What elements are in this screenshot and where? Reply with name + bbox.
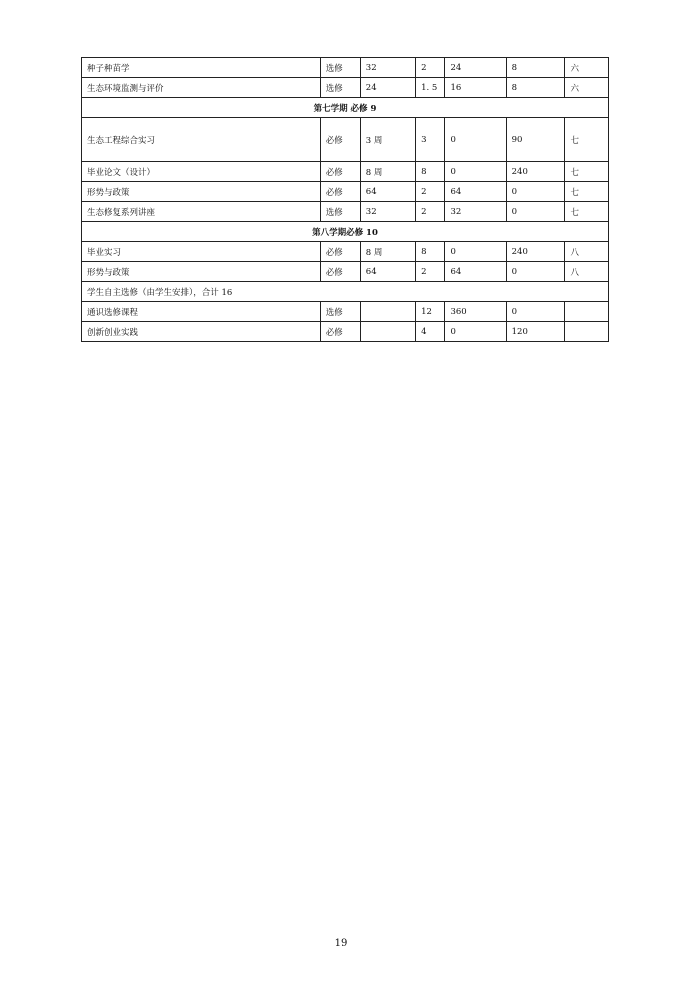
course-type: 必修 bbox=[320, 182, 360, 202]
course-theory-hours: 0 bbox=[445, 118, 506, 162]
course-term: 七 bbox=[565, 118, 609, 162]
course-type: 选修 bbox=[320, 58, 360, 78]
elective-header-row bbox=[82, 282, 609, 302]
table-row bbox=[82, 162, 609, 182]
course-name: 创新创业实践 bbox=[82, 322, 321, 342]
course-theory-hours: 24 bbox=[445, 58, 506, 78]
table-row bbox=[82, 242, 609, 262]
page-number: 19 bbox=[334, 938, 348, 949]
course-name: 生态环境监测与评价 bbox=[82, 78, 321, 98]
semester-7-title: 第七学期 必修 9 bbox=[82, 98, 609, 118]
course-practice-hours: 0 bbox=[506, 302, 565, 322]
table-row bbox=[82, 302, 609, 322]
course-credit: 4 bbox=[416, 322, 445, 342]
course-hours: 8 周 bbox=[360, 242, 415, 262]
table-row bbox=[82, 262, 609, 282]
course-name: 生态工程综合实习 bbox=[82, 118, 321, 162]
course-type: 必修 bbox=[320, 242, 360, 262]
course-type: 必修 bbox=[320, 262, 360, 282]
table-row bbox=[82, 78, 609, 98]
table-row bbox=[82, 182, 609, 202]
course-theory-hours: 64 bbox=[445, 262, 506, 282]
semester-header-row bbox=[82, 222, 609, 242]
course-type: 选修 bbox=[320, 302, 360, 322]
course-credit: 8 bbox=[416, 242, 445, 262]
course-practice-hours: 90 bbox=[506, 118, 565, 162]
course-name: 形势与政策 bbox=[82, 262, 321, 282]
course-practice-hours: 8 bbox=[506, 58, 565, 78]
course-practice-hours: 0 bbox=[506, 182, 565, 202]
course-theory-hours: 16 bbox=[445, 78, 506, 98]
course-term: 七 bbox=[565, 202, 609, 222]
course-type: 必修 bbox=[320, 118, 360, 162]
course-name: 毕业论文（设计） bbox=[82, 162, 321, 182]
course-credit: 1. 5 bbox=[416, 78, 445, 98]
course-name: 生态修复系列讲座 bbox=[82, 202, 321, 222]
course-name: 毕业实习 bbox=[82, 242, 321, 262]
elective-title: 学生自主选修（由学生安排），合计 16 bbox=[82, 282, 609, 302]
course-theory-hours: 0 bbox=[445, 162, 506, 182]
course-practice-hours: 240 bbox=[506, 242, 565, 262]
course-theory-hours: 360 bbox=[445, 302, 506, 322]
course-term: 八 bbox=[565, 242, 609, 262]
course-hours: 32 bbox=[360, 202, 415, 222]
table-row bbox=[82, 322, 609, 342]
course-practice-hours: 0 bbox=[506, 262, 565, 282]
course-credit: 2 bbox=[416, 182, 445, 202]
course-name: 通识选修课程 bbox=[82, 302, 321, 322]
course-term bbox=[565, 302, 609, 322]
course-credit: 2 bbox=[416, 202, 445, 222]
course-hours: 24 bbox=[360, 78, 415, 98]
semester-8-title: 第八学期必修 10 bbox=[82, 222, 609, 242]
course-theory-hours: 64 bbox=[445, 182, 506, 202]
table-row bbox=[82, 118, 609, 162]
course-practice-hours: 0 bbox=[506, 202, 565, 222]
course-credit: 2 bbox=[416, 262, 445, 282]
course-hours: 8 周 bbox=[360, 162, 415, 182]
course-name: 形势与政策 bbox=[82, 182, 321, 202]
course-credit: 12 bbox=[416, 302, 445, 322]
course-practice-hours: 8 bbox=[506, 78, 565, 98]
course-term: 六 bbox=[565, 58, 609, 78]
course-hours bbox=[360, 322, 415, 342]
course-hours: 3 周 bbox=[360, 118, 415, 162]
course-type: 必修 bbox=[320, 162, 360, 182]
course-term: 六 bbox=[565, 78, 609, 98]
course-term: 七 bbox=[565, 182, 609, 202]
course-name: 种子种苗学 bbox=[82, 58, 321, 78]
semester-header-row bbox=[82, 98, 609, 118]
course-theory-hours: 0 bbox=[445, 322, 506, 342]
course-schedule-table bbox=[81, 57, 609, 342]
course-theory-hours: 0 bbox=[445, 242, 506, 262]
course-practice-hours: 240 bbox=[506, 162, 565, 182]
course-credit: 8 bbox=[416, 162, 445, 182]
course-hours bbox=[360, 302, 415, 322]
course-term: 七 bbox=[565, 162, 609, 182]
course-type: 选修 bbox=[320, 78, 360, 98]
table-row bbox=[82, 202, 609, 222]
course-credit: 2 bbox=[416, 58, 445, 78]
course-type: 必修 bbox=[320, 322, 360, 342]
course-term: 八 bbox=[565, 262, 609, 282]
course-practice-hours: 120 bbox=[506, 322, 565, 342]
table-row bbox=[82, 58, 609, 78]
course-term bbox=[565, 322, 609, 342]
course-hours: 32 bbox=[360, 58, 415, 78]
course-type: 选修 bbox=[320, 202, 360, 222]
course-theory-hours: 32 bbox=[445, 202, 506, 222]
course-hours: 64 bbox=[360, 182, 415, 202]
course-credit: 3 bbox=[416, 118, 445, 162]
course-hours: 64 bbox=[360, 262, 415, 282]
